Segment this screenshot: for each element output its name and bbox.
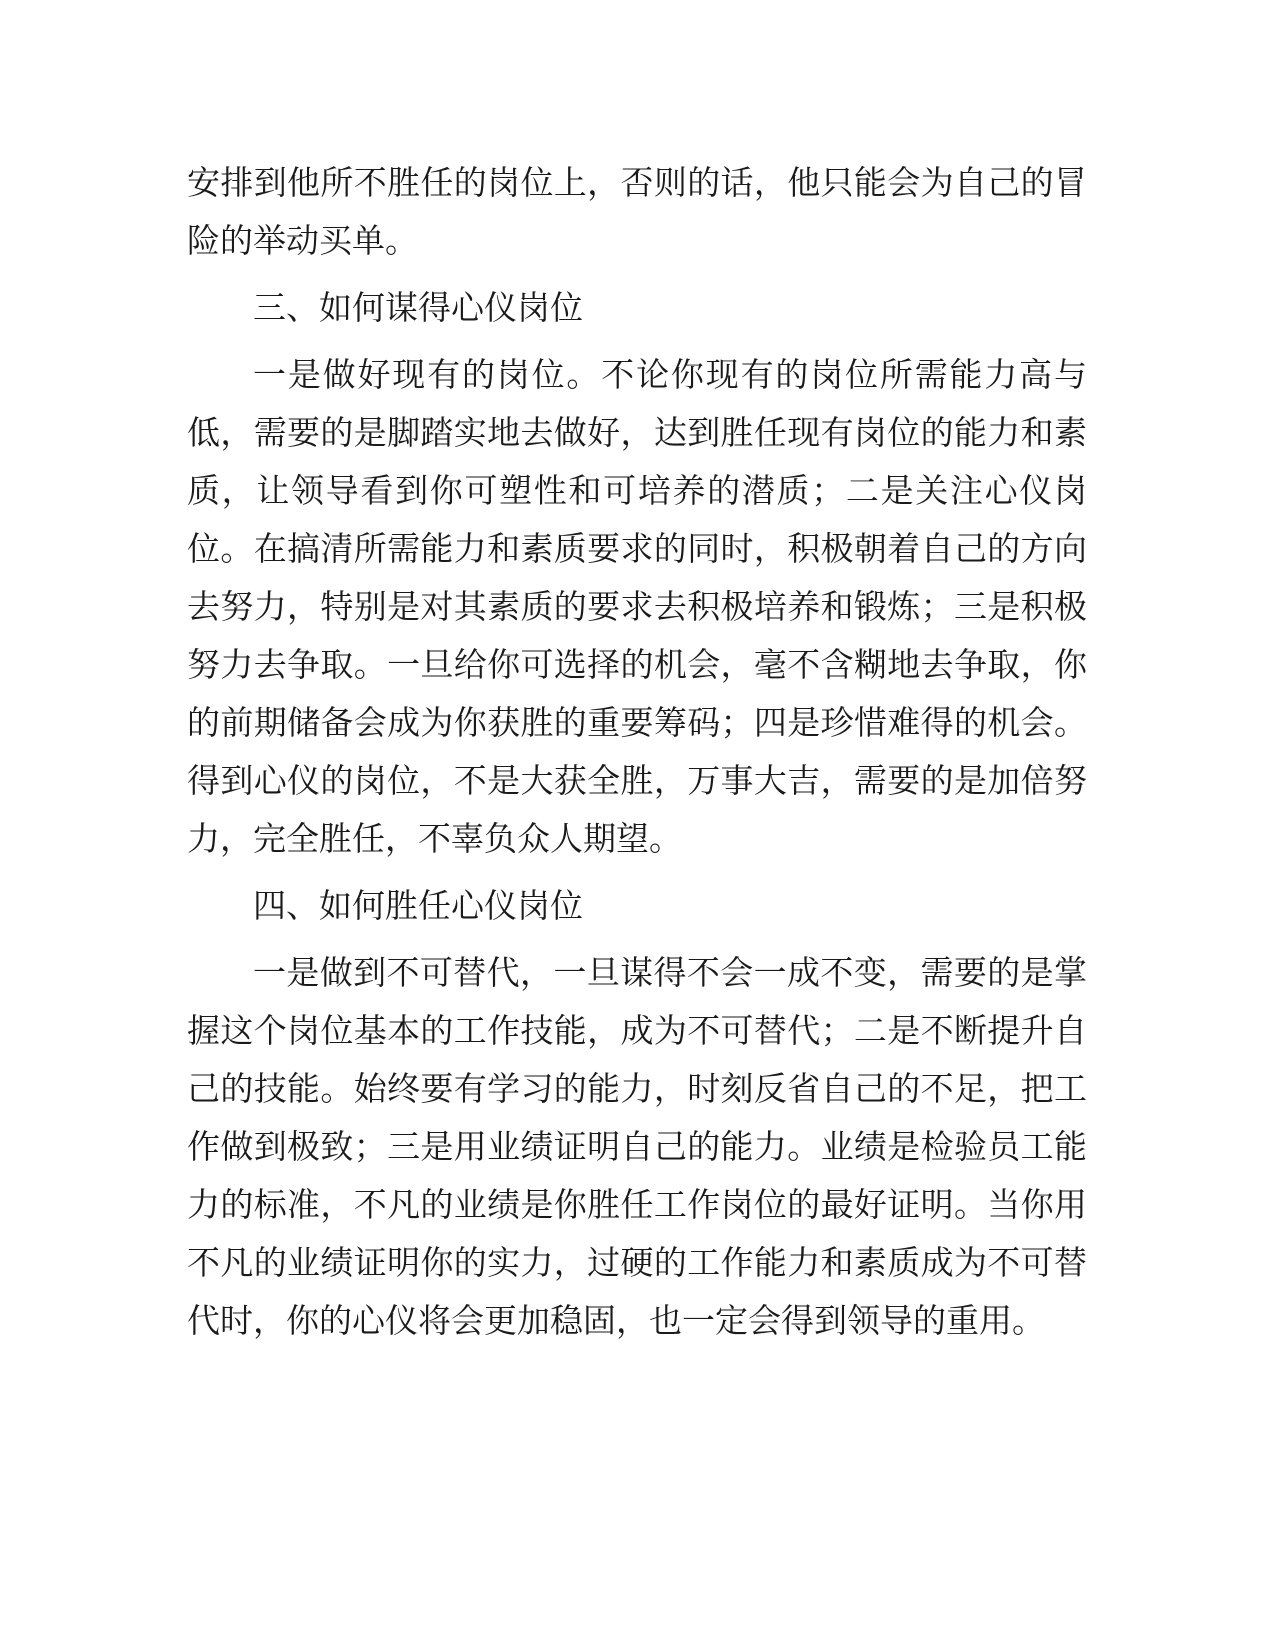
paragraph-continuation: 安排到他所不胜任的岗位上，否则的话，他只能会为自己的冒险的举动买单。 [187, 163, 1087, 260]
section-heading-3: 三、如何谋得心仪岗位 [253, 288, 583, 327]
document-body [187, 154, 1087, 1359]
section-heading-4: 四、如何胜任心仪岗位 [253, 886, 583, 925]
paragraph-section-4: 一是做到不可替代，一旦谋得不会一成不变，需要的是掌握这个岗位基本的工作技能，成为不可替代；二是不断提升自己的技能。始终要有学习的能力，时刻反省自己的不足，把工作做到极致；三是用业绩证明自己的能力。业绩是检验员工能力的标准，不凡的业绩是你胜任工作岗位的最好证明。当你用不凡的业绩证明你的实力，过硬的工作能力和素质成为不可替代时，你的心仪将会更加稳固，也一定会得到领导的重用。 [187, 953, 1087, 1340]
paragraph-section-3: 一是做好现有的岗位。不论你现有的岗位所需能力高与低，需要的是脚踏实地去做好，达到胜任现有岗位的能力和素质，让领导看到你可塑性和可培养的潜质；二是关注心仪岗位。在搞清所需能力和素质要求的同时，积极朝着自己的方向去努力，特别是对其素质的要求去积极培养和锻炼；三是积极努力去争取。一旦给你可选择的机会，毫不含糊地去争取，你的前期储备会成为你获胜的重要筹码；四是珍惜难得的机会。得到心仪的岗位，不是大获全胜，万事大吉，需要的是加倍努力，完全胜任，不辜负众人期望。 [187, 355, 1087, 858]
